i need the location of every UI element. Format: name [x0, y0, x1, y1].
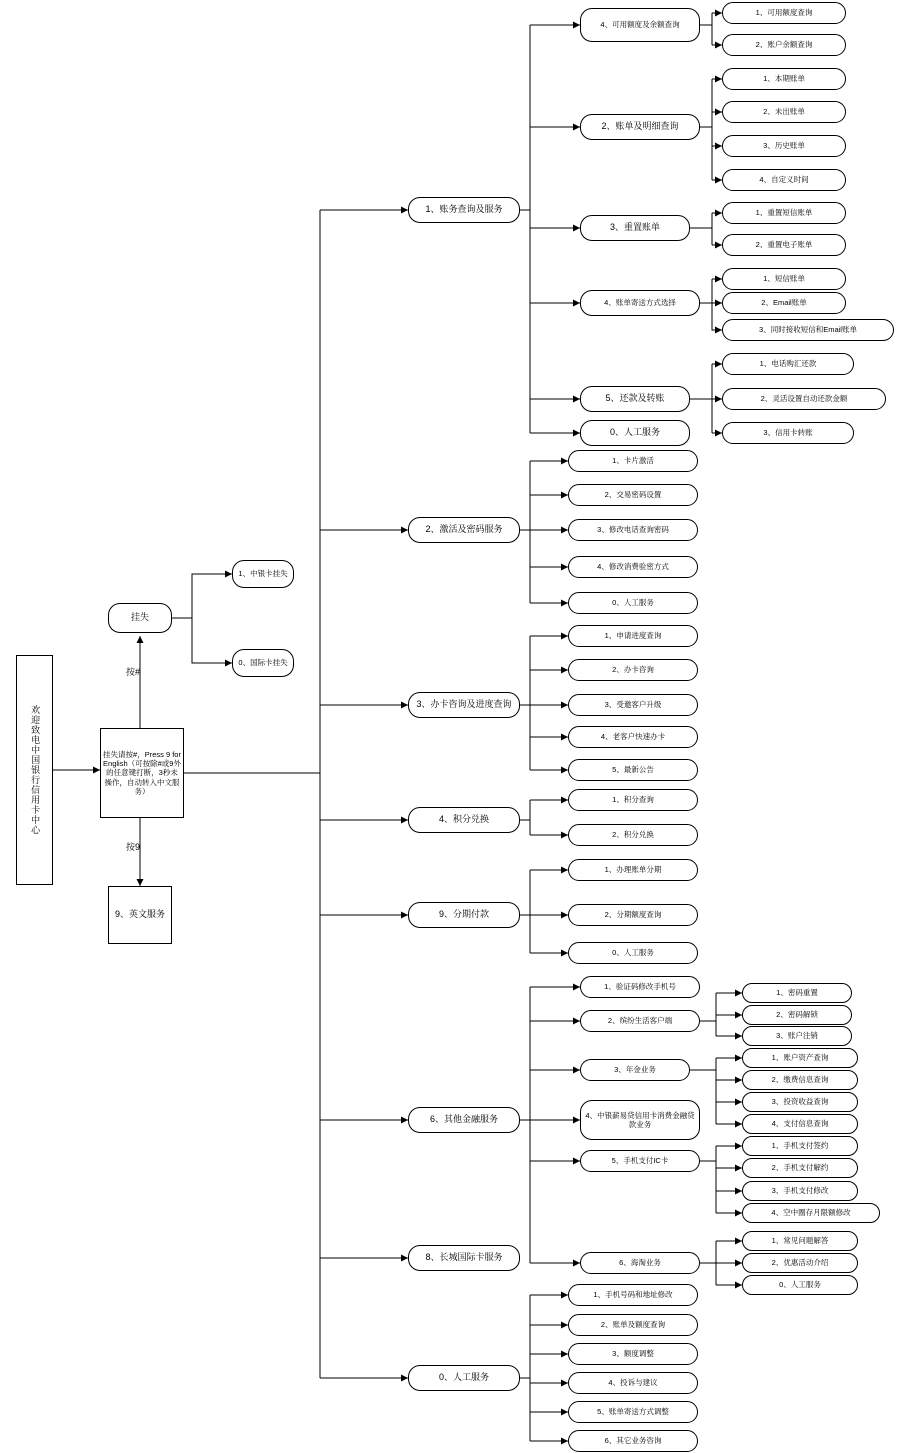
node-g6-2-sub-1[interactable]: 1、密码重置 — [742, 983, 852, 1003]
node-g2-item-4[interactable]: 4、修改消费验密方式 — [568, 556, 698, 578]
node-g6-6-sub-3[interactable]: 0、人工服务 — [742, 1275, 858, 1295]
node-g1-5-sub-2[interactable]: 2、灵活设置自动还款金额 — [722, 388, 886, 410]
node-g0-item-6[interactable]: 6、其它业务咨询 — [568, 1430, 698, 1452]
node-level1-great-wall-intl[interactable]: 8、长城国际卡服务 — [408, 1245, 520, 1271]
node-g1-2-sub-1[interactable]: 1、本期账单 — [722, 68, 846, 90]
node-g1-5-sub-1[interactable]: 1、电话购汇还款 — [722, 353, 854, 375]
node-g0-item-3[interactable]: 3、额度调整 — [568, 1343, 698, 1365]
node-g1-item-1[interactable]: 4、可用额度及余额查询 — [580, 8, 700, 42]
node-g2-item-1[interactable]: 1、卡片激活 — [568, 450, 698, 472]
node-g6-5-sub-3[interactable]: 3、手机支付修改 — [742, 1181, 858, 1201]
node-g1-3-sub-2[interactable]: 2、重置电子账单 — [722, 234, 846, 256]
node-lost-card-child-2[interactable]: 0、国际卡挂失 — [232, 649, 294, 677]
node-g1-item-4[interactable]: 4、账单寄送方式选择 — [580, 290, 700, 316]
node-g0-item-4[interactable]: 4、投诉与建议 — [568, 1372, 698, 1394]
node-g9-item-0[interactable]: 0、人工服务 — [568, 942, 698, 964]
node-g1-2-sub-2[interactable]: 2、未出账单 — [722, 101, 846, 123]
node-g6-5-sub-4[interactable]: 4、空中圈存月限额修改 — [742, 1203, 880, 1223]
node-g6-3-sub-3[interactable]: 3、投资收益查询 — [742, 1092, 858, 1112]
node-g1-1-sub-2[interactable]: 2、账户余额查询 — [722, 34, 846, 56]
node-g6-3-sub-2[interactable]: 2、缴费信息查询 — [742, 1070, 858, 1090]
node-g2-item-0[interactable]: 0、人工服务 — [568, 592, 698, 614]
node-level1-card-application[interactable]: 3、办卡咨询及进度查询 — [408, 692, 520, 718]
node-g6-item-5[interactable]: 5、手机支付IC卡 — [580, 1150, 700, 1172]
node-g6-item-4[interactable]: 4、中银薪易贷信用卡消费金融贷款业务 — [580, 1100, 700, 1140]
node-g6-3-sub-1[interactable]: 1、账户资产查询 — [742, 1048, 858, 1068]
node-g9-item-1[interactable]: 1、办理账单分期 — [568, 859, 698, 881]
node-level1-other-financial[interactable]: 6、其他金融服务 — [408, 1107, 520, 1133]
node-g6-item-1[interactable]: 1、验证码修改手机号 — [580, 976, 700, 998]
node-g3-item-1[interactable]: 1、申请进度查询 — [568, 625, 698, 647]
node-g6-5-sub-2[interactable]: 2、手机支付解约 — [742, 1158, 858, 1178]
node-g6-item-6[interactable]: 6、海淘业务 — [580, 1252, 700, 1274]
node-g0-item-2[interactable]: 2、账单及额度查询 — [568, 1314, 698, 1336]
node-g1-2-sub-3[interactable]: 3、历史账单 — [722, 135, 846, 157]
node-g6-item-2[interactable]: 2、缤纷生活客户端 — [580, 1010, 700, 1032]
node-g6-5-sub-1[interactable]: 1、手机支付签约 — [742, 1136, 858, 1156]
node-g0-item-5[interactable]: 5、账单寄送方式调整 — [568, 1401, 698, 1423]
node-g3-item-3[interactable]: 3、受邀客户升级 — [568, 694, 698, 716]
node-g0-item-1[interactable]: 1、手机号码和地址修改 — [568, 1284, 698, 1306]
node-lost-card[interactable]: 挂失 — [108, 603, 172, 633]
node-level1-points-redeem[interactable]: 4、积分兑换 — [408, 807, 520, 833]
node-g3-item-5[interactable]: 5、最新公告 — [568, 759, 698, 781]
node-main-prompt[interactable]: 挂失请按#，Press 9 for English（可按除#或9外的任意键打断，3秒未操作，自动转入中文服务） — [100, 728, 184, 818]
node-g1-2-sub-4[interactable]: 4、自定义时间 — [722, 169, 846, 191]
node-g4-item-2[interactable]: 2、积分兑换 — [568, 824, 698, 846]
node-g6-2-sub-2[interactable]: 2、密码解锁 — [742, 1005, 852, 1025]
node-g1-5-sub-3[interactable]: 3、信用卡转账 — [722, 422, 854, 444]
node-g6-item-3[interactable]: 3、年金业务 — [580, 1059, 690, 1081]
node-g1-4-sub-2[interactable]: 2、Email账单 — [722, 292, 846, 314]
edge-label-nine: 按9 — [126, 842, 141, 852]
node-level1-activation-password[interactable]: 2、激活及密码服务 — [408, 517, 520, 543]
node-g4-item-1[interactable]: 1、积分查询 — [568, 789, 698, 811]
node-g1-4-sub-1[interactable]: 1、短信账单 — [722, 268, 846, 290]
node-g6-6-sub-1[interactable]: 1、常见问题解答 — [742, 1231, 858, 1251]
node-g3-item-2[interactable]: 2、办卡咨询 — [568, 659, 698, 681]
node-g1-4-sub-3[interactable]: 3、同时接收短信和Email账单 — [722, 319, 894, 341]
node-g1-item-2[interactable]: 2、账单及明细查询 — [580, 114, 700, 140]
node-english-service[interactable]: 9、英文服务 — [108, 886, 172, 944]
node-g9-item-2[interactable]: 2、分期额度查询 — [568, 904, 698, 926]
node-g6-6-sub-2[interactable]: 2、优惠活动介绍 — [742, 1253, 858, 1273]
node-g1-3-sub-1[interactable]: 1、重置短信账单 — [722, 202, 846, 224]
node-level1-manual-service[interactable]: 0、人工服务 — [408, 1365, 520, 1391]
node-level1-installment[interactable]: 9、分期付款 — [408, 902, 520, 928]
node-root[interactable]: 欢迎致电中国银行信用卡中心 — [16, 655, 53, 885]
node-g1-item-5[interactable]: 5、还款及转账 — [580, 386, 690, 412]
node-g2-item-2[interactable]: 2、交易密码设置 — [568, 484, 698, 506]
node-g6-2-sub-3[interactable]: 3、账户注销 — [742, 1026, 852, 1046]
node-g2-item-3[interactable]: 3、修改电话查询密码 — [568, 519, 698, 541]
node-lost-card-child-1[interactable]: 1、中银卡挂失 — [232, 560, 294, 588]
node-g3-item-4[interactable]: 4、老客户快速办卡 — [568, 726, 698, 748]
node-g6-3-sub-4[interactable]: 4、支付信息查询 — [742, 1114, 858, 1134]
node-g1-item-3[interactable]: 3、重置账单 — [580, 215, 690, 241]
node-g1-1-sub-1[interactable]: 1、可用额度查询 — [722, 2, 846, 24]
node-g1-item-0[interactable]: 0、人工服务 — [580, 420, 690, 446]
edge-label-hash: 按# — [126, 667, 141, 677]
node-level1-account-inquiry[interactable]: 1、账务查询及服务 — [408, 197, 520, 223]
